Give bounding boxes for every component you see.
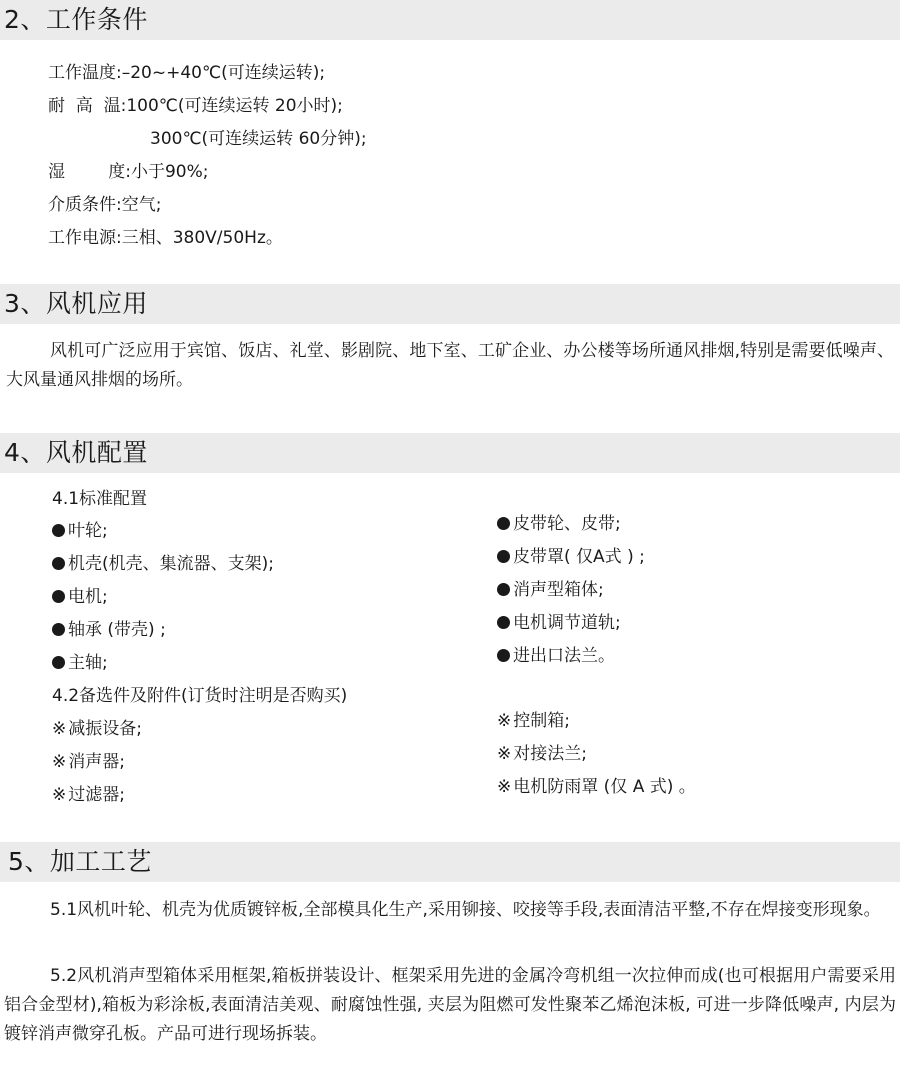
power-line: 工作电源:三相、380V/50Hz。 (48, 228, 283, 248)
opt-item-control-box: ※ 控制箱; (497, 711, 570, 731)
bullet-icon (52, 557, 65, 570)
work-temp-line: 工作温度:–20~+40℃(可连续运转); (48, 63, 326, 83)
opt-item-rain-cover: ※ 电机防雨罩 (仅 A 式) 。 (497, 777, 696, 797)
std-item-rail: 电机调节道轨; (497, 612, 621, 634)
bullet-icon (52, 590, 65, 603)
section-2-header (0, 0, 900, 40)
section-2-title: 2、工作条件 (4, 5, 148, 34)
process-paragraph-1: 5.1风机叶轮、机壳为优质镀锌板,全部模具化生产,采用铆接、咬接等手段,表面清洁平整,不存在焊接变形现象。 (50, 900, 881, 920)
std-item-bearing: 轴承 (带壳) ; (52, 619, 166, 641)
section-4-header (0, 433, 900, 473)
std-item-motor: 电机; (52, 586, 108, 608)
opt-item-filter: ※ 过滤器; (52, 785, 125, 805)
opt-item-mating-flange: ※ 对接法兰; (497, 744, 587, 764)
std-item-housing: 机壳(机壳、集流器、支架); (52, 553, 274, 575)
high-temp-line-1: 耐 高 温:100℃(可连续运转 20小时); (48, 96, 343, 116)
process-paragraph-2: 5.2风机消声型箱体采用框架,箱板拼装设计、框架采用先进的金属冷弯机组一次拉伸而成(也可根据用户需要采用铝合金型材),箱板为彩涂板,表面清洁美观、耐腐蚀性强, 夹层为阻燃可发性聚苯乙烯泡沫板, 可进一步降低噪声, 内层为镀锌消声微穿孔板。产品可进行现场拆装。 (4, 966, 896, 1044)
reference-mark-icon: ※ (52, 752, 67, 772)
std-item-shaft: 主轴; (52, 652, 108, 674)
opt-item-damper: ※ 减振设备; (52, 719, 142, 739)
std-item-belt-guard: 皮带罩( 仅A式 ) ; (497, 546, 645, 568)
high-temp-line-2: 300℃(可连续运转 60分钟); (150, 129, 367, 149)
application-paragraph: 风机可广泛应用于宾馆、饭店、礼堂、影剧院、地下室、工矿企业、办公楼等场所通风排烟,特别是需要低噪声、大风量通风排烟的场所。 (6, 341, 894, 390)
reference-mark-icon: ※ (52, 719, 67, 739)
reference-mark-icon: ※ (497, 777, 512, 797)
bullet-icon (52, 656, 65, 669)
section-3-title: 3、风机应用 (4, 289, 148, 318)
section-4-title: 4、风机配置 (4, 438, 148, 467)
opt-config-heading: 4.2备选件及附件(订货时注明是否购买) (52, 686, 348, 706)
bullet-icon (52, 623, 65, 636)
bullet-icon (497, 649, 510, 662)
medium-line: 介质条件:空气; (48, 195, 162, 215)
reference-mark-icon: ※ (497, 711, 512, 731)
reference-mark-icon: ※ (497, 744, 512, 764)
humidity-line: 湿 度:小于90%; (48, 162, 209, 182)
bullet-icon (52, 524, 65, 537)
std-config-heading: 4.1标准配置 (52, 489, 148, 509)
section-3-header (0, 284, 900, 324)
std-item-pulley: 皮带轮、皮带; (497, 513, 621, 535)
section-5-header (0, 842, 900, 882)
bullet-icon (497, 583, 510, 596)
section-5-title: 5、加工工艺 (8, 847, 152, 876)
std-item-flange: 进出口法兰。 (497, 645, 615, 667)
bullet-icon (497, 550, 510, 563)
bullet-icon (497, 517, 510, 530)
opt-item-silencer: ※ 消声器; (52, 752, 125, 772)
std-item-impeller: 叶轮; (52, 520, 108, 542)
bullet-icon (497, 616, 510, 629)
reference-mark-icon: ※ (52, 785, 67, 805)
std-item-box: 消声型箱体; (497, 579, 604, 601)
